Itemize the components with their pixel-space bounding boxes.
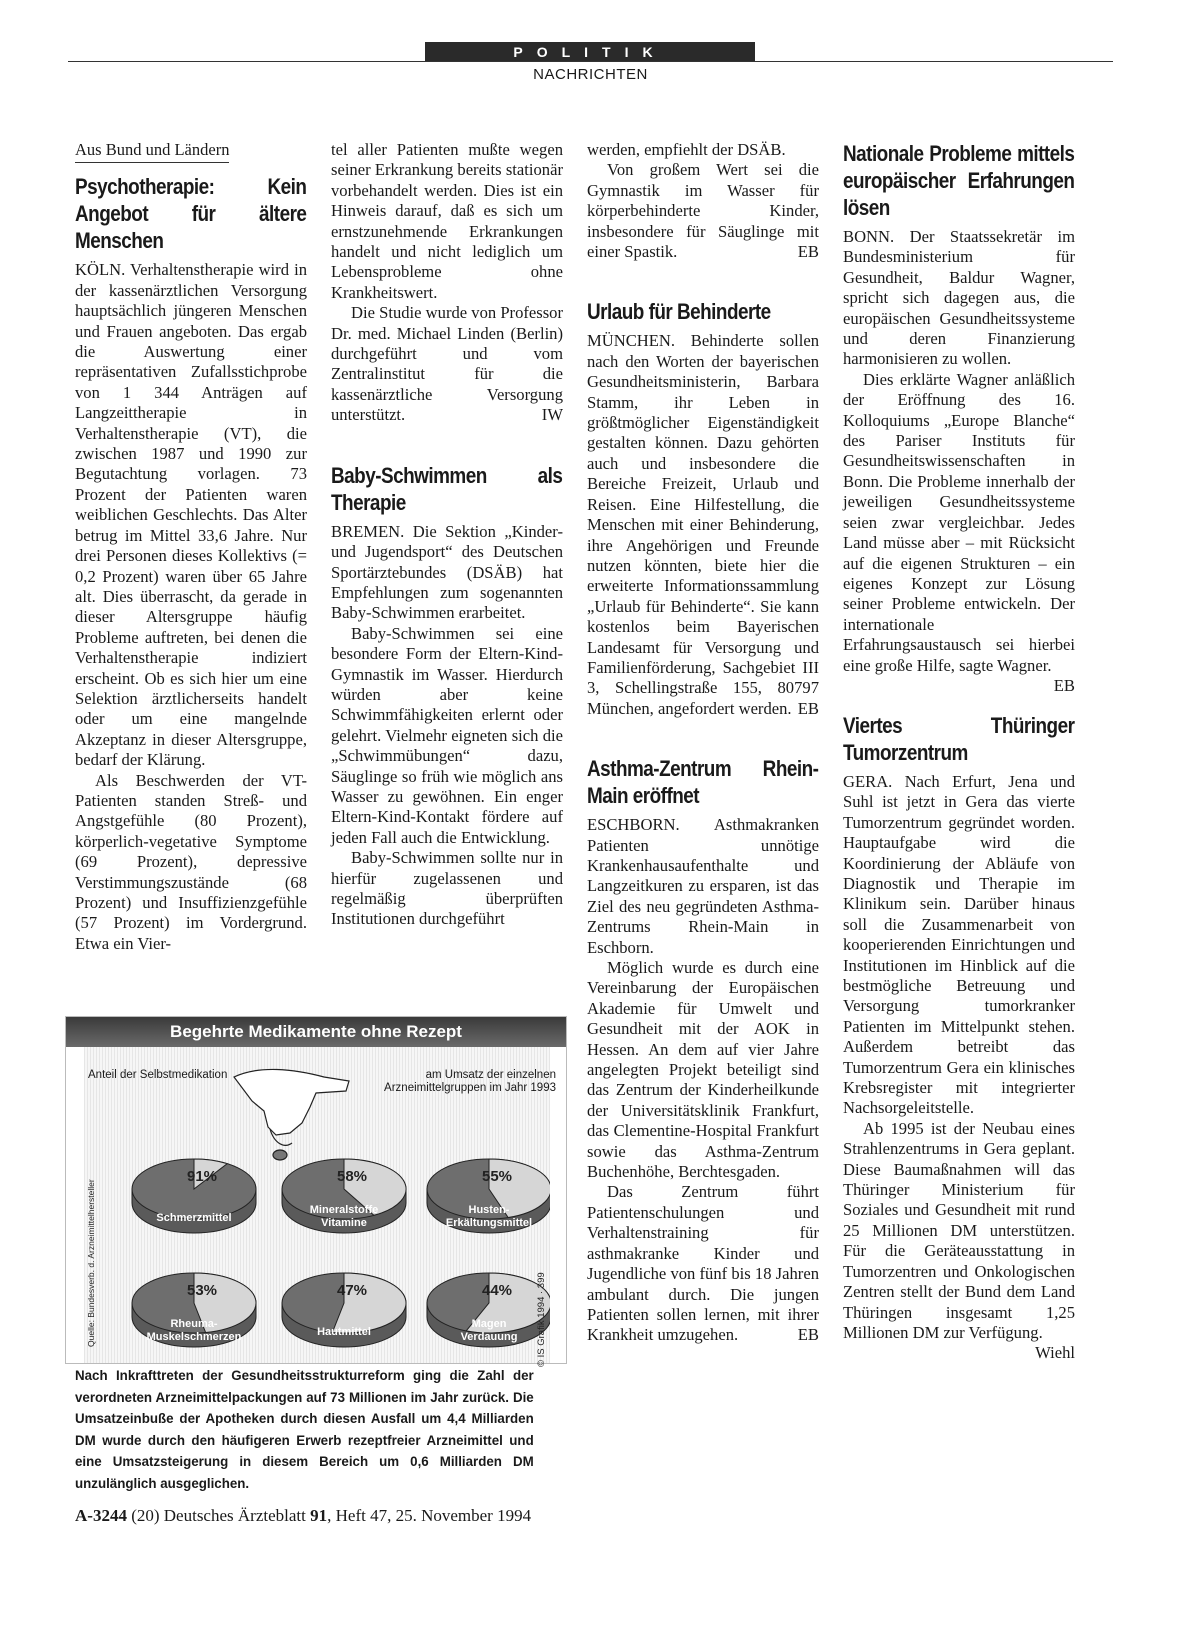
article-paragraph: werden, empfiehlt der DSÄB.: [587, 140, 786, 159]
pie-6: [427, 1273, 550, 1347]
article-paragraph: Baby-Schwimmen sei eine besondere Form der Eltern-Kind-Gymnastik im Wasser. Hierdurch würden aber keine Schwimmfähigkeiten erlernt oder gelehrt. Vielmehr eigneten sich die „Schwimmübungen“ dazu, Säuglinge so früh wie möglich ans Wasser zu gewöhnen. Ein enger Eltern-Kind-Kontakt fördere auf jeden Fall auch die Entwicklung.: [331, 623, 563, 847]
section-banner: POLITIK: [425, 42, 755, 62]
pie-category-label: Hautmittel: [317, 1326, 371, 1338]
pie-percent-label: 47%: [336, 1282, 368, 1299]
pie-category-label: Schmerzmittel: [156, 1212, 232, 1224]
article-paragraph: Dies erklärte Wagner anläßlich der Eröffnung des 16. Kolloquiums „Europe Blanche“ des Pariser Instituts für Gesundheitswissenschaften in Bonn. Die Probleme innerhalb der jeweiligen Gesundheitssysteme seien zwar vergleichbar. Jedes Land müsse aber – mit Rücksicht auf die eigenen Strukturen – ein eigenes Konzept zur Lösung seiner Probleme entwickeln. Der internationale Erfahrungsaustausch sei hierbei eine große Hilfe, sagte Wagner. EB: [843, 369, 1075, 695]
column-4: [843, 140, 1075, 1364]
pie-percent-label: 91%: [186, 1168, 218, 1185]
footer-volume: 91: [310, 1506, 328, 1525]
chart-caption: Nach Inkrafttreten der Gesundheitsstrukturreform ging die Zahl der verordneten Arzneimittelpackungen auf 73 Millionen im Jahr zurück. Die Umsatzeinbuße der Apotheken durch diesen Ausfall um 4,4 Milliarden DM wurde durch den häufigeren Erwerb rezeptfreier Arzneimittel und eine Umsatzsteigerung in diesem Bereich um 0,6 Milliarden DM unzulänglich ausgeglichen.: [75, 1368, 534, 1492]
pie-4: [132, 1273, 256, 1347]
kicker: Aus Bund und Ländern: [75, 140, 229, 163]
pie-1: [132, 1159, 256, 1233]
article-paragraph: Als Beschwerden der VT-Patienten standen Streß- und Angstgefühle (80 Prozent), körperlich-vegetative Symptome (69 Prozent), depressive Verstimmungszustände (68 Prozent) und Insuffizienzgefühle (57 Prozent) im Vordergrund. Etwa ein Vier-: [75, 770, 307, 953]
headline-baby-schwimmen: Baby-Schwimmen als Therapie: [331, 462, 563, 515]
footer-issue: , Heft 47, 25. November 1994: [327, 1506, 532, 1525]
pie-percent-label: 53%: [186, 1282, 218, 1299]
headline-nationale-probleme: Nationale Probleme mittels europäischer Erfahrungen lösen: [843, 141, 1075, 220]
pie-2: [282, 1159, 406, 1233]
author-initials: EB: [1053, 675, 1075, 695]
hand-illustration: [234, 1069, 349, 1160]
article-paragraph: BREMEN. Die Sektion „Kinder- und Jugendsport“ des Deutschen Sportärztebundes (DSÄB) hat Empfehlungen zum sogenannten Baby-Schwimmen erarbeitet.: [331, 521, 563, 623]
article-paragraph: tel aller Patienten mußte wegen seiner Erkrankung bereits stationär vorbehandelt werden. Dies ist ein Hinweis darauf, daß es sich um ernstzunehmende Erkrankungen handelt und nicht lediglich um Lebensprobleme ohne Krankheitswert.: [331, 140, 563, 302]
author-initials: Wiehl: [1035, 1343, 1075, 1363]
headline-psychotherapie: Psychotherapie: Kein Angebot für ältere Menschen: [75, 174, 307, 254]
article-paragraph: Das Zentrum führt Patientenschulungen und Verhaltenstraining für asthmakranke Kinder und Jugendliche von fünf bis 18 Jahren ambulant durch. Die jungen Patienten sollen lernen, mit ihrer Krankheit umzugehen. EB: [587, 1182, 819, 1345]
subsection-label: NACHRICHTEN: [533, 66, 648, 83]
author-initials: EB: [797, 698, 819, 718]
author-initials: EB: [797, 1325, 819, 1345]
article-paragraph: Möglich wurde es durch eine Vereinbarung der Europäischen Akademie für Umwelt und Gesundheit mit der AOK in Hessen. An dem auf vier Jahre angelegten Projekt beteiligt sind das Zentrum der Kinderheilkunde der Universitätsklinik Frankfurt, das Clementine-Hospital Frankfurt sowie das Asthma-Zentrum Buchenhöhe, Berchtesgaden.: [587, 958, 819, 1182]
pie-category-label: Rheuma-: [170, 1318, 218, 1330]
headline-tumorzentrum: Viertes Thüringer Tumorzentrum: [843, 712, 1075, 765]
header-rule: [68, 61, 1113, 62]
chart-credit: © IS Grafik 1994 · 399: [536, 1272, 547, 1367]
chart-left-label: Anteil der Selbstmedikation: [88, 1069, 228, 1081]
article-paragraph: ESCHBORN. Asthmakranken Patienten unnötige Krankenhausaufenthalte und Langzeitkuren zu ersparen, ist das Ziel des neu gegründeten Asthma-Zentrums Rhein-Main in Eschborn.: [587, 815, 819, 957]
pie-category-label: Muskelschmerzen: [146, 1331, 242, 1343]
pie-category-label: Husten-: [468, 1204, 510, 1216]
page-number: A-3244: [75, 1506, 127, 1525]
pie-category-label: Mineralstoffe: [309, 1204, 379, 1216]
author-initials: EB: [797, 242, 819, 262]
chart-right-label: am Umsatz der einzelnen Arzneimittelgruppen im Jahr 1993: [384, 1069, 556, 1094]
pie-percent-label: 44%: [481, 1282, 513, 1299]
pie-3: [427, 1159, 550, 1233]
footer-journal: (20) Deutsches Ärzteblatt: [131, 1506, 306, 1525]
column-2: [331, 140, 563, 930]
column-3: [587, 140, 819, 1346]
pie-category-label: Magen: [471, 1318, 507, 1330]
pie-category-label: Verdauung: [460, 1331, 518, 1343]
article-paragraph: Die Studie wurde von Professor Dr. med. Michael Linden (Berlin) durchgeführt und vom Zentralinstitut für die kassenärztliche Versorgung unterstützt. IW: [331, 303, 563, 425]
pie-category-label: Erkältungsmittel: [445, 1217, 533, 1229]
pie-percent-label: 55%: [481, 1168, 513, 1185]
article-paragraph: BONN. Der Staatssekretär im Bundesministerium für Gesundheit, Baldur Wagner, spricht sich dagegen aus, die europäischen Gesundheitssysteme und deren Finanzierung harmonisieren zu wollen.: [843, 227, 1075, 369]
headline-asthma-zentrum: Asthma-Zentrum Rhein-Main eröffnet: [587, 756, 819, 809]
article-paragraph: Ab 1995 ist der Neubau eines Strahlenzentrums in Gera geplant. Diese Baumaßnahmen will das Thüringer Ministerium für Soziales und Gesundheit mit rund 25 Millionen DM unterstützen. Für die Geräteausstattung in Tumorzentren und Onkologischen Zentren stellt der Bund dem Land Thüringen insgesamt 1,25 Millionen DM zur Verfügung. Wiehl: [843, 1118, 1075, 1363]
pie-percent-label: 58%: [336, 1168, 368, 1185]
article-paragraph: Von großem Wert sei die Gymnastik im Wasser für körperbehinderte Kinder, insbesondere für Säuglinge mit einer Spastik. EB: [587, 160, 819, 262]
author-initials: IW: [541, 405, 563, 425]
headline-urlaub: Urlaub für Behinderte: [587, 299, 771, 325]
chart-source: Quelle: Bundesverb. d. Arzneimittelhersteller: [86, 1179, 96, 1347]
chart-pies: [84, 1047, 550, 1363]
chart-body: [84, 1047, 556, 1367]
chart-title: Begehrte Medikamente ohne Rezept: [66, 1017, 566, 1047]
article-paragraph: MÜNCHEN. Behinderte sollen nach den Worten der bayerischen Gesundheitsministerin, Barbara Stamm, ihr Leben in größtmöglicher Eigenständigkeit gestalten können. Dazu gehörten auch und insbesondere die Bereiche Freizeit, Urlaub und Reisen. Eine Hilfestellung, die Menschen mit einer Behinderung, ihre Angehörigen und Freunde nutzen könnten, biete hier die erweiterte Informationssammlung „Urlaub für Behinderte“. Sie kann kostenlos beim Bayerischen Landesamt für Versorgung und Familienförderung, Sachgebiet III 3, Schellingstraße 155, 80797 München, angefordert werden. EB: [587, 331, 819, 718]
column-1: [75, 140, 307, 954]
page-footer: [75, 1506, 531, 1526]
infographic: [65, 1016, 567, 1367]
pie-category-label: Vitamine: [321, 1217, 367, 1229]
article-paragraph: GERA. Nach Erfurt, Jena und Suhl ist jetzt in Gera das vierte Tumorzentrum gegründet worden. Hauptaufgabe wird die Koordinierung der Abläufe von Diagnostik und Therapie im Klinikum sein. Darüber hinaus soll die Zusammenarbeit von kooperierenden Einrichtungen und Institutionen im Hinblick auf die bestmögliche Betreuung und Versorgung tumorkranker Patienten im Mittelpunkt stehen. Außerdem betreibt das Tumorzentrum Gera ein klinisches Krebsregister mit integrierter Nachsorgeleitstelle.: [843, 771, 1075, 1118]
article-paragraph: KÖLN. Verhaltenstherapie wird in der kassenärztlichen Versorgung hauptsächlich jüngeren Menschen und Frauen angeboten. Das ergab die Auswertung einer repräsentativen Zufallsstichprobe von 1 344 Anträgen auf Langzeittherapie in Verhaltenstherapie (VT), die zwischen 1987 und 1990 zur Begutachtung vorlagen. 73 Prozent der Patienten waren weiblichen Geschlechts. Das Alter betrug im Mittel 33,6 Jahre. Nur drei Personen dieses Kollektivs (= 0,2 Prozent) waren über 65 Jahre alt. Dies überrascht, da gerade in dieser Altersgruppe häufig Probleme auftreten, bei denen die Verhaltenstherapie indiziert erscheint. Ob es sich hier um eine Selektion ärztlicherseits handelt oder um eine mangelnde Akzeptanz in dieser Altersgruppe, bedarf der Klärung.: [75, 260, 307, 770]
article-paragraph: Baby-Schwimmen sollte nur in hierfür zugelassenen und regelmäßig überprüften Institutionen durchgeführt: [331, 848, 563, 929]
pie-5: [282, 1273, 406, 1347]
